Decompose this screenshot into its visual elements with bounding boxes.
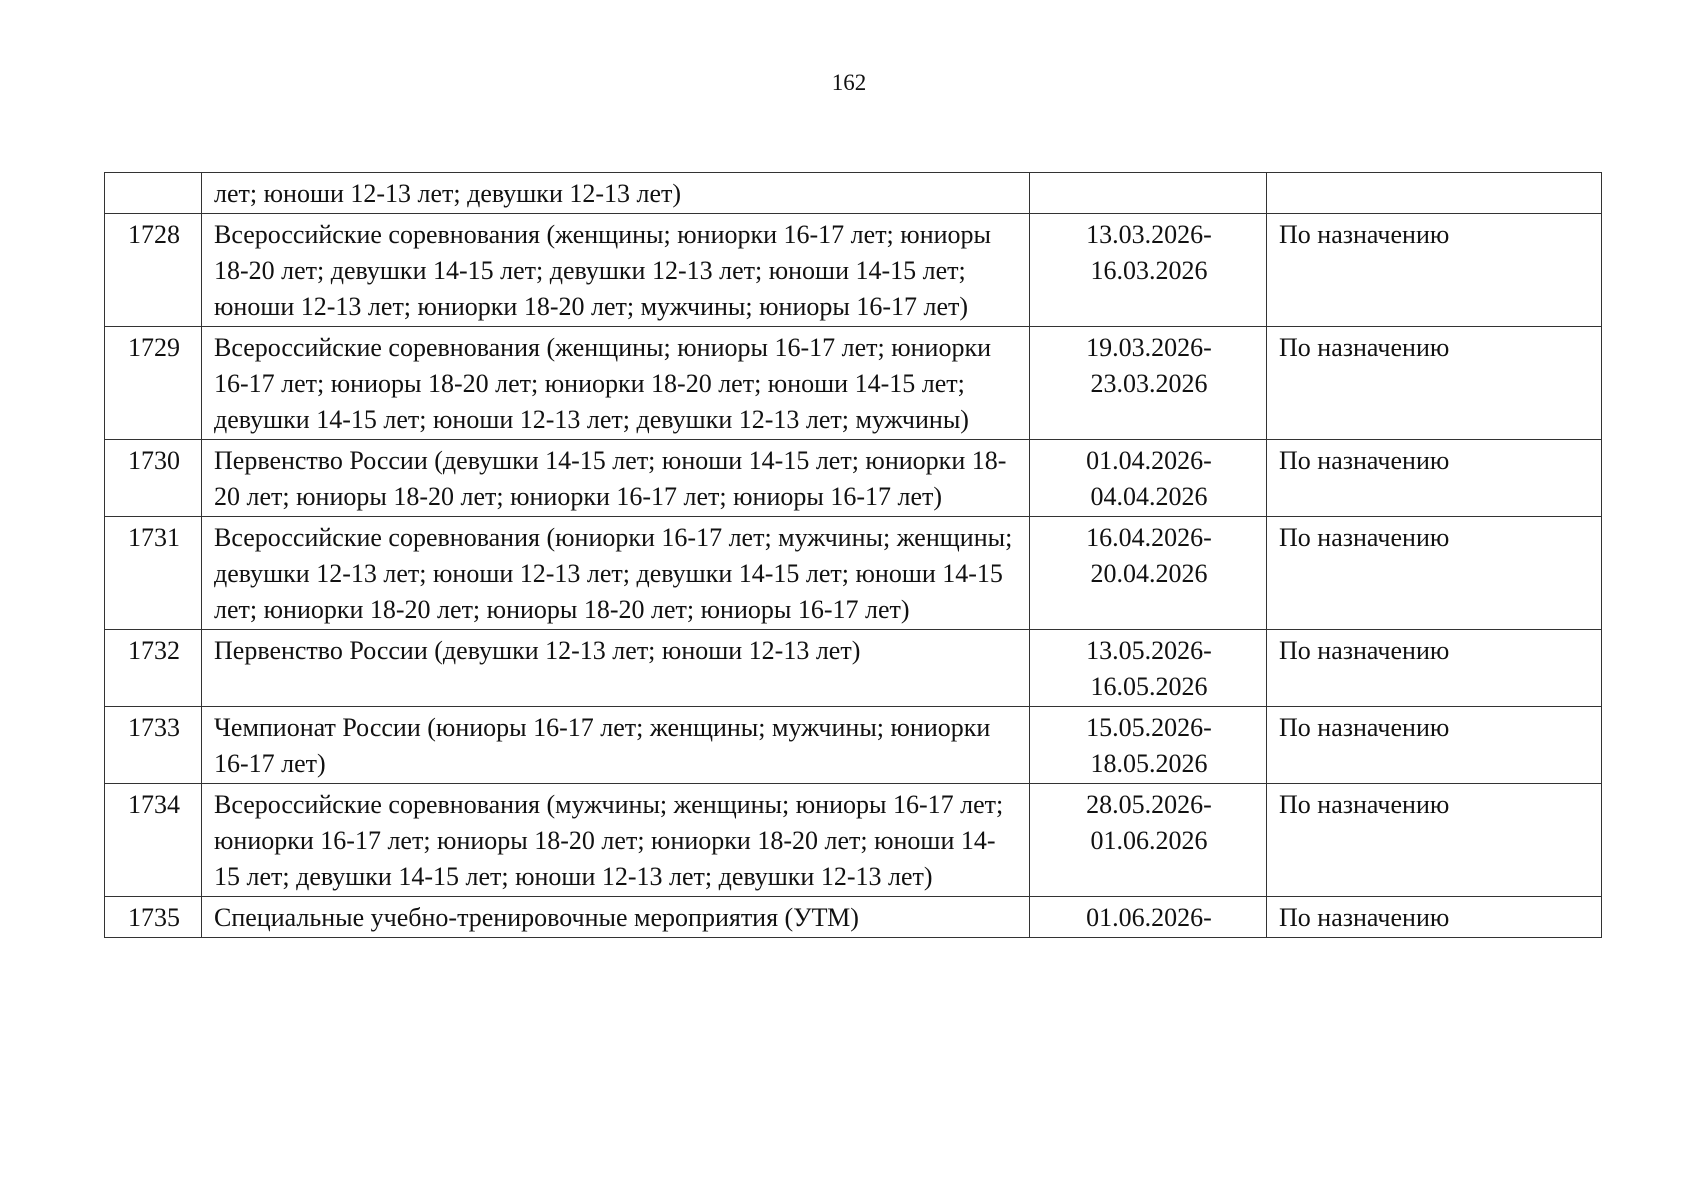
date-from: 19.03.2026- [1086,333,1212,362]
date-from: 28.05.2026- [1086,790,1212,819]
row-number: 1731 [105,517,202,630]
page-number: 162 [831,70,867,95]
event-place: По назначению [1267,707,1602,784]
table-row [105,707,1602,784]
event-dates [1030,327,1267,440]
event-dates [1030,784,1267,897]
date-to: 23.03.2026 [1090,369,1208,398]
events-table [104,172,1602,938]
table-row [105,630,1602,707]
row-number: 1730 [105,440,202,517]
event-name: лет; юноши 12-13 лет; девушки 12-13 лет) [202,173,1030,214]
date-to: 16.05.2026 [1090,672,1208,701]
table-row [105,173,1602,214]
date-to: 18.05.2026 [1090,749,1208,778]
event-name: Всероссийские соревнования (юниорки 16-17 лет; мужчины; женщины; девушки 12-13 лет; юноши 12-13 лет; девушки 14-15 лет; юноши 14-15 лет; юниорки 18-20 лет; юниоры 18-20 лет; юниоры 16-17 лет) [202,517,1030,630]
date-from: 01.04.2026- [1086,446,1212,475]
date-to: 04.04.2026 [1090,482,1208,511]
row-number: 1729 [105,327,202,440]
event-dates [1030,897,1267,938]
date-to: 16.03.2026 [1090,256,1208,285]
row-number [105,173,202,214]
event-place: По назначению [1267,784,1602,897]
row-number: 1728 [105,214,202,327]
date-to: 01.06.2026 [1090,826,1208,855]
event-place: По назначению [1267,630,1602,707]
date-from: 13.05.2026- [1086,636,1212,665]
event-name: Чемпионат России (юниоры 16-17 лет; женщины; мужчины; юниорки 16-17 лет) [202,707,1030,784]
table-row [105,440,1602,517]
table-row [105,784,1602,897]
table-row [105,214,1602,327]
row-number: 1732 [105,630,202,707]
date-from: 16.04.2026- [1086,523,1212,552]
event-place: По назначению [1267,440,1602,517]
table-row [105,327,1602,440]
event-dates [1030,517,1267,630]
event-name: Всероссийские соревнования (женщины; юниорки 16-17 лет; юниоры 18-20 лет; девушки 14-15 лет; девушки 12-13 лет; юноши 14-15 лет; юноши 12-13 лет; юниорки 18-20 лет; мужчины; юниоры 16-17 лет) [202,214,1030,327]
table-row [105,517,1602,630]
event-place: По назначению [1267,517,1602,630]
event-dates [1030,630,1267,707]
date-from: 13.03.2026- [1086,220,1212,249]
date-from: 15.05.2026- [1086,713,1212,742]
event-place: По назначению [1267,897,1602,938]
event-dates [1030,214,1267,327]
row-number: 1733 [105,707,202,784]
event-dates [1030,173,1267,214]
row-number: 1734 [105,784,202,897]
table-row [105,897,1602,938]
events-table-body [105,173,1602,938]
event-place: По назначению [1267,214,1602,327]
event-name: Всероссийские соревнования (мужчины; женщины; юниоры 16-17 лет; юниорки 16-17 лет; юниоры 18-20 лет; юниорки 18-20 лет; юноши 14-15 лет; девушки 14-15 лет; юноши 12-13 лет; девушки 12-13 лет) [202,784,1030,897]
event-dates [1030,440,1267,517]
event-name: Первенство России (девушки 12-13 лет; юноши 12-13 лет) [202,630,1030,707]
event-place [1267,173,1602,214]
event-dates [1030,707,1267,784]
event-name: Первенство России (девушки 14-15 лет; юноши 14-15 лет; юниорки 18-20 лет; юниоры 18-20 лет; юниорки 16-17 лет; юниоры 16-17 лет) [202,440,1030,517]
date-to: 20.04.2026 [1090,559,1208,588]
event-place: По назначению [1267,327,1602,440]
event-name: Специальные учебно-тренировочные мероприятия (УТМ) [202,897,1030,938]
date-from: 01.06.2026- [1086,903,1212,932]
row-number: 1735 [105,897,202,938]
event-name: Всероссийские соревнования (женщины; юниоры 16-17 лет; юниорки 16-17 лет; юниоры 18-20 лет; юниорки 18-20 лет; юноши 14-15 лет; девушки 14-15 лет; юноши 12-13 лет; девушки 12-13 лет; мужчины) [202,327,1030,440]
